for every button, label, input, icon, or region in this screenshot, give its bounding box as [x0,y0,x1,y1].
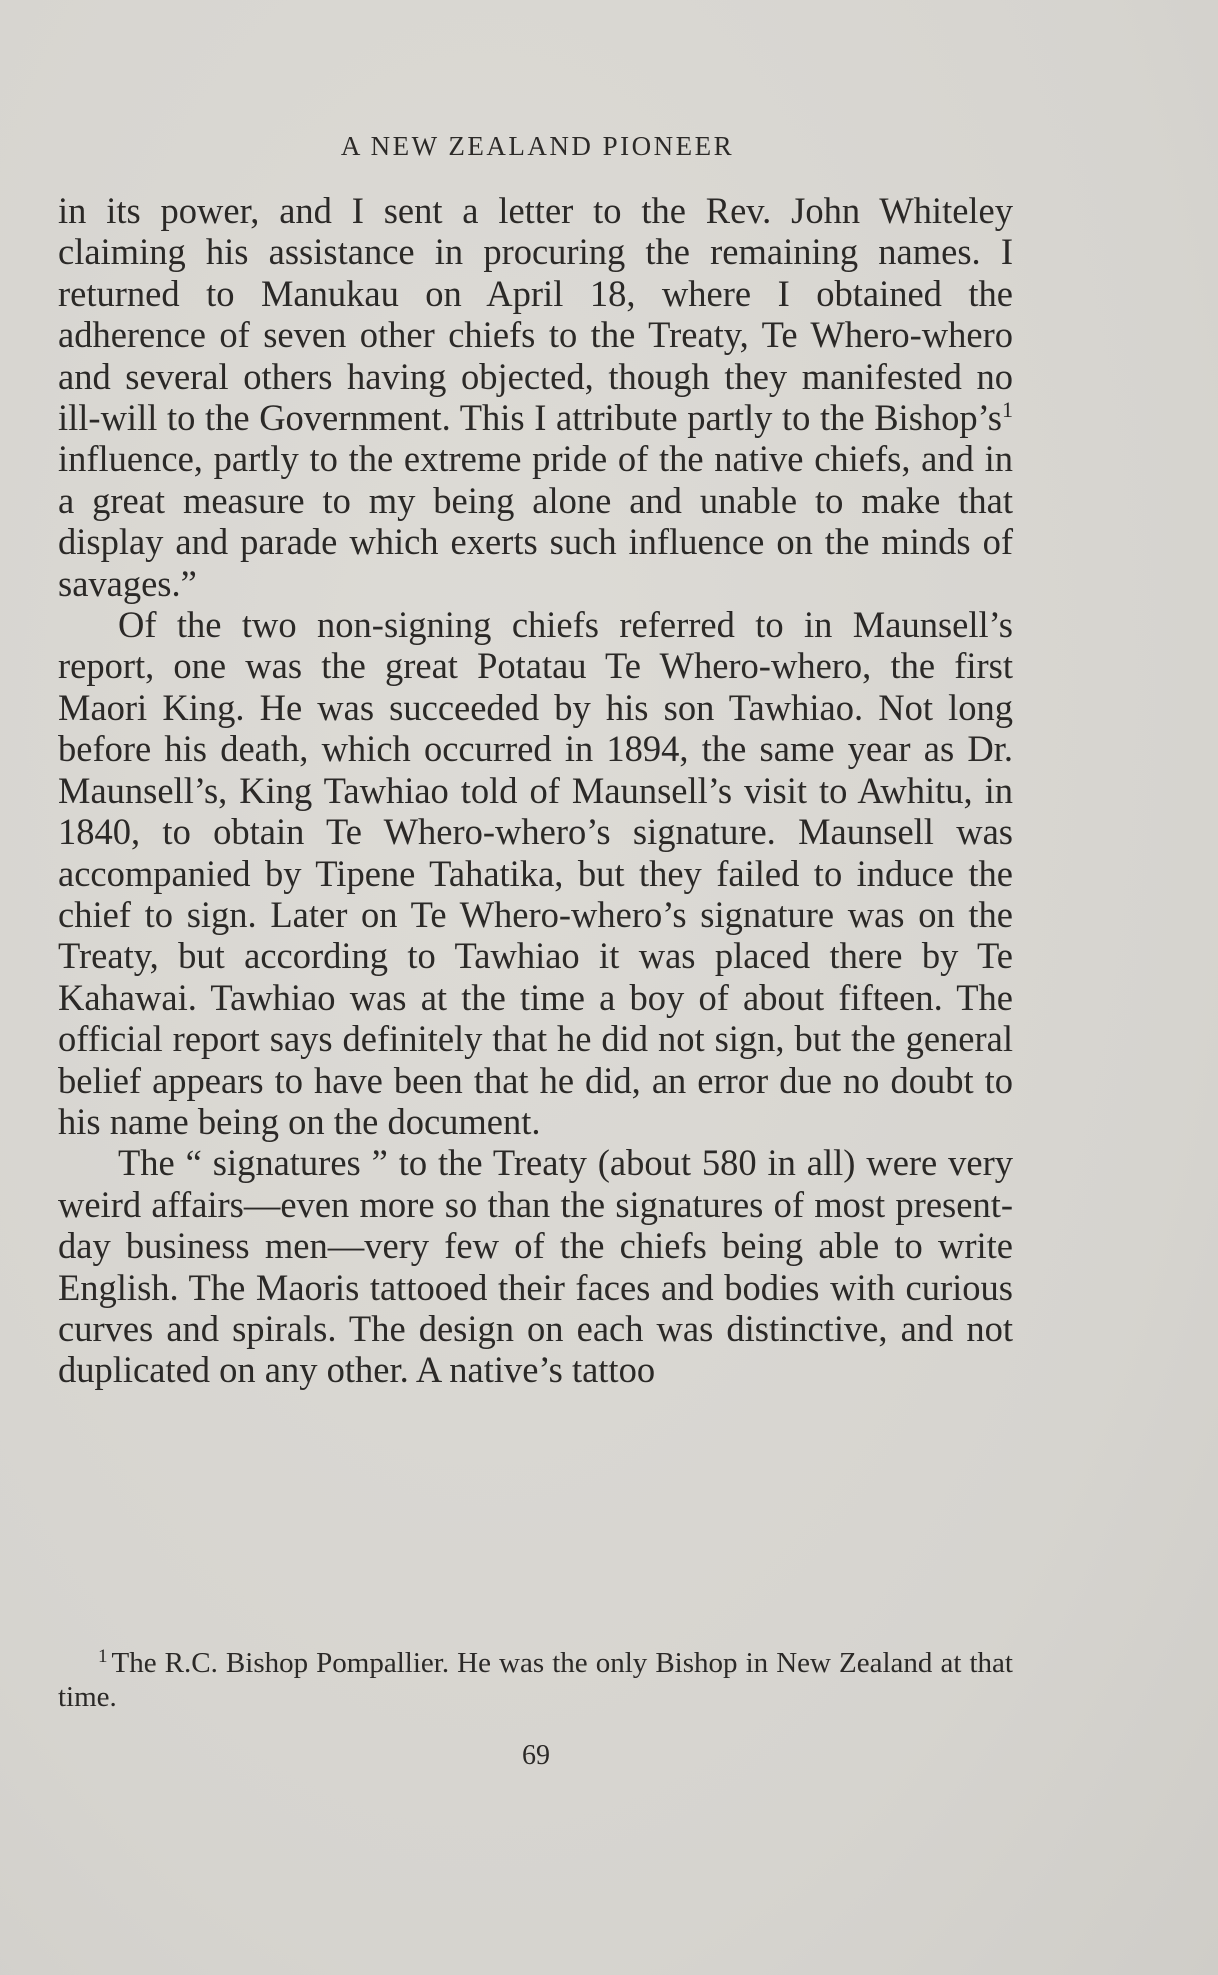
paragraph-text: influence, partly to the extreme pride of the native chiefs, and in a great measure to my being alone and unable to make that display and parade which exerts such influence on the minds of savages.” [58,438,1013,604]
footnote-reference: 1 [1002,397,1013,423]
footnote [58,1646,1013,1714]
paragraph-text: in its power, and I sent a letter to the Rev. John Whiteley claiming his assistance in procuring the remaining names. I returned to Manukau on April 18, where I obtained the adherence of seven other chiefs to the Treaty, Te Whero-whero and several others having objected, though they manifested no ill-will to the Government. This I attribute partly to the Bishop’s [58,190,1013,439]
paragraph: The “ signatures ” to the Treaty (about 580 in all) were very weird affairs—even more so than the signatures of most present-day business men—very few of the chiefs being able to write English. The Maoris tattooed their faces and bodies with curious curves and spirals. The design on each was distinctive, and not duplicated on any other. A native’s tattoo [58,1142,1013,1391]
paragraph-continued [58,190,1013,604]
footnote-text: The R.C. Bishop Pompallier. He was the only Bishop in New Zealand at that time. [58,1647,1013,1713]
body-text [58,190,1013,1391]
running-head: A NEW ZEALAND PIONEER [340,131,735,161]
page-number: 69 [522,1740,550,1771]
paragraph: Of the two non-signing chiefs referred to in Maunsell’s report, one was the great Potatau Te Whero-whero, the first Maori King. He was succeeded by his son Tawhiao. Not long before his death, which occurred in 1894, the same year as Dr. Maunsell’s, King Tawhiao told of Maunsell’s visit to Awhitu, in 1840, to obtain Te Whero-whero’s signature. Maunsell was accompanied by Tipene Tahatika, but they failed to induce the chief to sign. Later on Te Whero-whero’s signature was on the Treaty, but according to Tawhiao it was placed there by Te Kahawai. Tawhiao was at the time a boy of about fifteen. The official report says definitely that he did not sign, but the general belief appears to have been that he did, an error due no doubt to his name being on the document. [58,604,1013,1142]
footnote-mark: 1 [98,1646,108,1667]
